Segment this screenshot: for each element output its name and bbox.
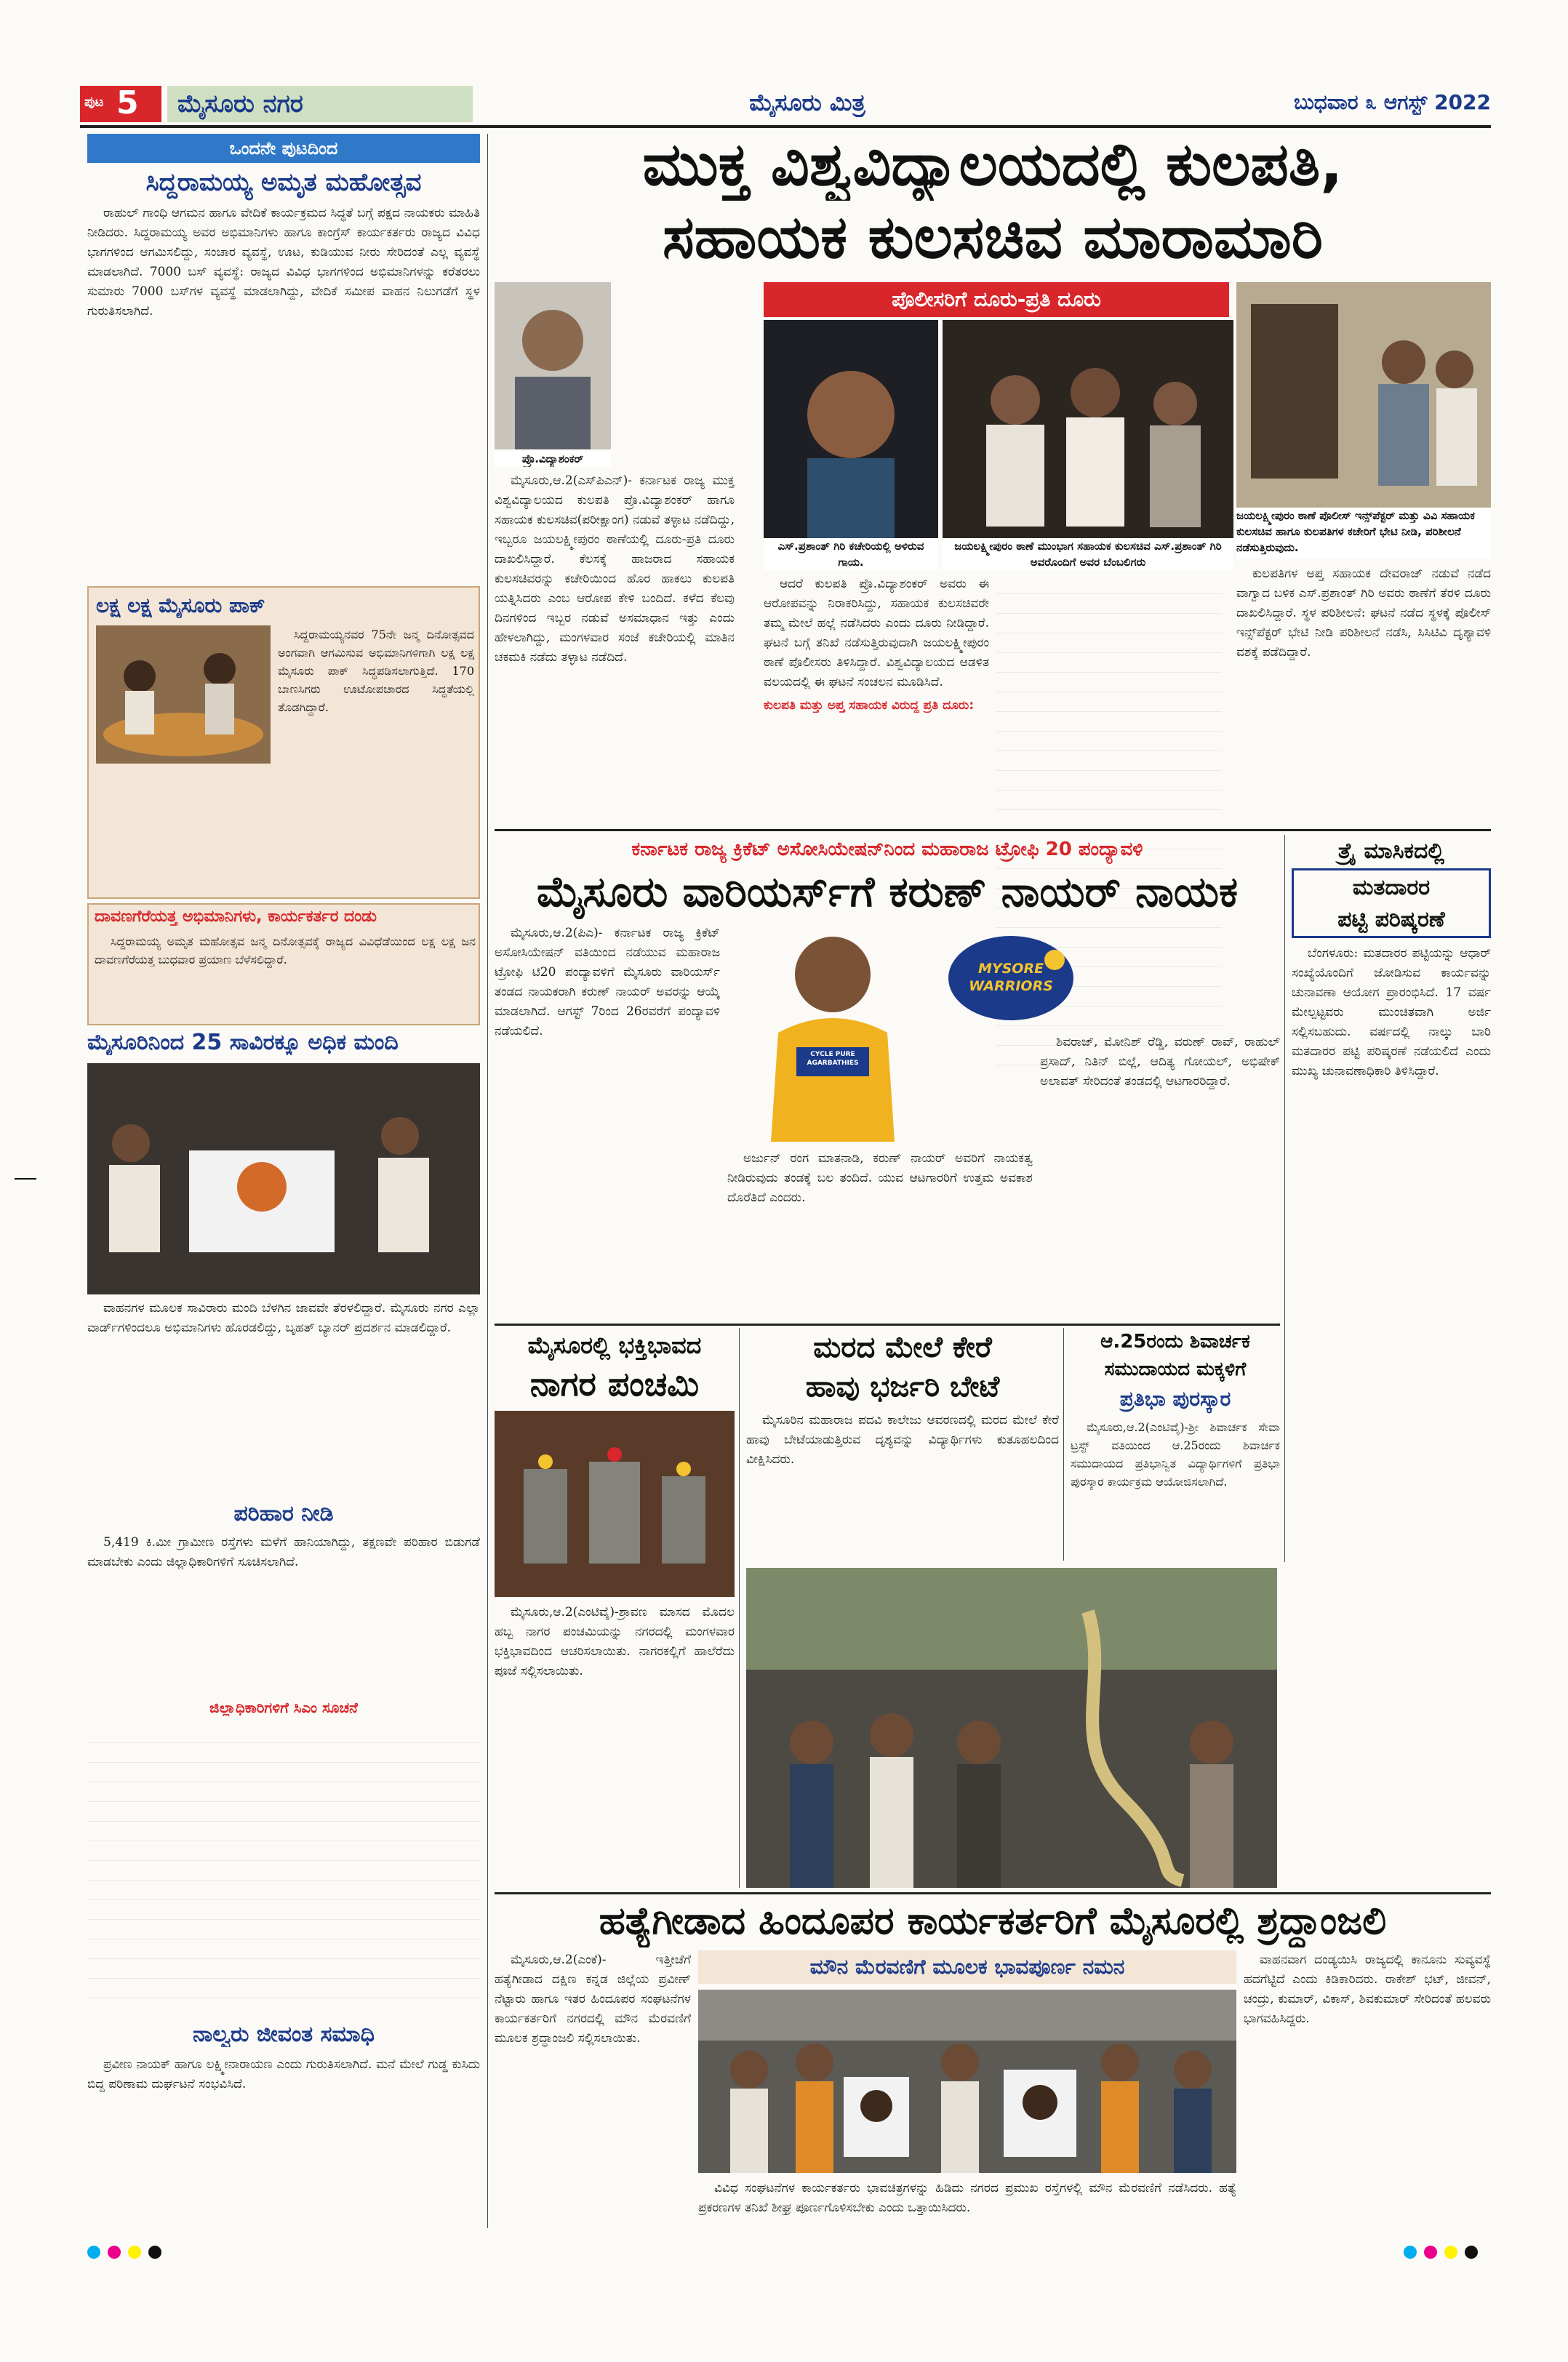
story-kicker-cm: ಜಿಲ್ಲಾಧಿಕಾರಿಗಳಿಗೆ ಸಿಎಂ ಸೂಚನೆ [209,1699,358,1716]
story-body-compensation [87,1533,480,1693]
cricket-body-c [1040,1033,1280,1316]
award-body [1071,1418,1280,1564]
story-paragraph: ಪ್ರವೀಣ ನಾಯಕ್ ಹಾಗೂ ಲಕ್ಷ್ಮೀನಾರಾಯಣ ಎಂದು ಗುರುತಿಸಲಾಗಿದೆ. ಮನೆ ಮೇಲೆ ಗುಡ್ಡ ಕುಸಿದು ಬಿದ್ದ ಪರಿಣಾಮ ದುರ್ಘಟನೆ ಸಂಭವಿಸಿದೆ. [87,2057,480,2091]
voter-title-1: ತ್ರೈ ಮಾಸಿಕದಲ್ಲಿ [1337,838,1445,864]
bottom-subhead: ಮೌನ ಮೆರವಣಿಗೆ ಮೂಲಕ ಭಾವಪೂರ್ಣ ನಮನ [698,1950,1236,1984]
registration-marks-right [1404,2246,1549,2263]
story-title-amrutha: ಸಿದ್ದರಾಮಯ್ಯ ಅಮೃತ ಮಹೋತ್ಸವ [145,168,422,197]
paper-name: ಮೈಸೂರು ಮಿತ್ರ [749,89,865,116]
column-divider [487,134,488,2228]
snake-body [746,1411,1059,1564]
jersey-sponsor: CYCLE PURE AGARBATHIES [807,1051,859,1067]
cricket-body-a [495,924,720,1316]
story-title-mysore-pak: ಲಕ್ಷ ಲಕ್ಷ ಮೈಸೂರು ಪಾಕ್ [96,593,265,617]
photo-prashanth-giri [764,320,938,538]
mysore-warriors-logo [945,931,1076,1025]
story-paragraph: ಶಿವರಾಜ್, ಮೋನಿಶ್ ರೆಡ್ಡಿ, ವರುಣ್ ರಾವ್, ರಾಹುಲ್ ಪ್ರಸಾದ್, ನಿತಿನ್ ಬಿಲ್ಲೆ, ಆದಿತ್ಯ ಗೋಯಲ್, ಅಭಿಷೇಕ್ ಅಲಾವತ್ ಸೇರಿದಂತೆ ತಂಡದಲ್ಲಿ ಆಟಗಾರರಿದ್ದಾರೆ. [1040,1035,1280,1089]
photo-supporters-station [943,320,1233,538]
story-body-mysore-pak [278,625,474,894]
photo-naga-stones [495,1411,735,1597]
logo-text: MYSORE WARRIORS [969,961,1053,994]
player-illustration [727,924,938,1142]
award-title-3: ಪ್ರತಿಭಾ ಪುರಸ್ಕಾರ [1119,1387,1231,1411]
story-paragraph: ಸಿದ್ದರಾಮಯ್ಯ ಅಮೃತ ಮಹೋತ್ಸವ ಜನ್ಮ ದಿನೋತ್ಸವಕ್ಕೆ ರಾಜ್ಯದ ವಿವಿಧೆಡೆಯಿಂದ ಲಕ್ಷ ಲಕ್ಷ ಜನ ದಾವಣಗೆರೆಯತ್ತ ಬುಧವಾರ ಪ್ರಯಾಣ ಬೆಳೆಸಲಿದ್ದಾರೆ. [95,934,476,966]
photo-cooks [96,625,271,764]
story-paragraph: ವಾಹನವಾಗ ದಂಡ್ಯಯಿಸಿ ರಾಜ್ಯದಲ್ಲಿ ಕಾನೂನು ಸುವ್ಯವಸ್ಥೆ ಹದಗೆಟ್ಟಿದೆ ಎಂದು ಕಿಡಿಕಾರಿದರು. ರಾಕೇಶ್ ಭಟ್, ಜೀವನ್, ಚಂದ್ರು, ಕುಮಾರ್, ವಿಕಾಸ್, ಶಿವಕುಮಾರ್ ಸೇರಿದಂತೆ ಹಲವರು ಭಾಗವಹಿಸಿದ್ದರು. [1244,1953,1491,2026]
bottom-top-rule [495,1892,1491,1894]
lead-subhead: ಪೊಲೀಸರಿಗೆ ದೂರು-ಪ್ರತಿ ದೂರು [764,282,1229,317]
photo-vice-chancellor [495,282,611,449]
panchami-body [495,1603,735,1886]
karun-nair-cutout [727,924,938,1142]
award-title-1: ಆ.25ರಂದು ಶಿವಾರ್ಚಕ [1100,1331,1250,1353]
panchami-title-1: ಮೈಸೂರಲ್ಲಿ ಭಕ್ತಿಭಾವದ [527,1332,702,1359]
registration-dot-black-icon [1465,2246,1478,2259]
caption-vc: ಪ್ರೊ.ವಿದ್ಯಾಶಂಕರ್ [495,451,611,467]
column-divider-mid-2 [1063,1328,1064,1561]
continued-section-head: ಒಂದನೇ ಪುಟದಿಂದ [87,134,480,163]
mid-top-rule [495,1324,1280,1326]
lead-headline-line2: ಸಹಾಯಕ ಕುಲಸಚಿವ ಮಾರಾಮಾರಿ [662,203,1323,272]
snake-title-2: ಹಾವು ಭರ್ಜರಿ ಬೇಟೆ [805,1370,1000,1404]
inspection-scene [1236,282,1491,508]
bottom-body-c [1244,1950,1491,2227]
story-title-davanagere: ದಾವಣಗೆರೆಯತ್ತ ಅಭಿಮಾನಿಗಳು, ಕಾರ್ಯಕರ್ತರ ದಂಡು [95,908,377,926]
voter-body [1292,944,1491,1555]
registration-dot-magenta-icon [1424,2246,1437,2259]
voter-title-box [1292,868,1491,938]
column-divider-mid [739,1328,740,1888]
story-paragraph: ಅರ್ಜುನ್ ರಂಗ ಮಾತನಾಡಿ, ಕರುಣ್ ನಾಯರ್ ಅವರಿಗೆ ನಾಯಕತ್ವ ನೀಡಿರುವುದು ತಂಡಕ್ಕೆ ಬಲ ತಂದಿದೆ. ಯುವ ಆಟಗಾರರಿಗೆ ಉತ್ತಮ ಅವಕಾಶ ದೊರೆತಿದೆ ಎಂದರು. [727,1151,1033,1205]
caption-station: ಜಯಲಕ್ಷ್ಮೀಪುರಂ ಠಾಣೆ ಮುಂಭಾಗ ಸಹಾಯಕ ಕುಲಸಚಿವ ಎಸ್.ಪ್ರಶಾಂತ್ ಗಿರಿ ಅವರೊಂದಿಗೆ ಅವರ ಬೆಂಬಲಿಗರು [943,538,1233,570]
story-paragraph: ಮೈಸೂರು,ಆ.2(ಎಂಟಿವೈ)-ಶ್ರೀ ಶಿವಾರ್ಚಕ ಸೇವಾ ಟ್ರಸ್ಟ್ ವತಿಯಿಂದ ಆ.25ರಂದು ಶಿವಾರ್ಚಕ ಸಮುದಾಯದ ಪ್ರತಿಭಾನ್ವಿತ ವಿದ್ಯಾರ್ಥಿಗಳಿಗೆ ಪ್ರತಿಭಾ ಪುರಸ್ಕಾರ ಕಾರ್ಯಕ್ರಮ ಆಯೋಜಿಸಲಾಗಿದೆ. [1071,1420,1280,1489]
story-paragraph: ಮೈಸೂರು,ಆ.2(ಎಸ್‌ಪಿಎನ್)- ಕರ್ನಾಟಕ ರಾಜ್ಯ ಮುಕ್ತ ವಿಶ್ವವಿದ್ಯಾಲಯದ ಕುಲಪತಿ ಪ್ರೊ.ವಿದ್ಯಾಶಂಕರ್ ಹಾಗೂ ಸಹಾಯಕ ಕುಲಸಚಿವ(ಪರೀಕ್ಷಾಂಗ) ನಡುವೆ ತಳ್ಳಾಟ ನಡೆದಿದ್ದು, ಇಬ್ಬರೂ ಜಯಲಕ್ಷ್ಮೀಪುರಂ ಠಾಣೆಯಲ್ಲಿ ದೂರು-ಪ್ರತಿ ದೂರು ದಾಖಲಿಸಿದ್ದಾರೆ. ಕೆಲಸಕ್ಕೆ ಹಾಜರಾದ ಸಹಾಯಕ ಕುಲಸಚಿವರನ್ನು ಕಚೇರಿಯಿಂದ ಹೊರ ಹಾಕಲು ಕುಲಪತಿ ಯತ್ನಿಸಿದರು ಎಂಬ ಆರೋಪ ಕೇಳಿ ಬಂದಿದೆ. ಕಳೆದ ಕೆಲವು ದಿನಗಳಿಂದ ಇಬ್ಬರ ನಡುವೆ ಅಸಮಾಧಾನ ಇತ್ತು ಎಂದು ಹೇಳಲಾಗಿದ್ದು, ಮಂಗಳವಾರ ಸಂಜೆ ಕಚೇರಿಯಲ್ಲಿ ಮಾತಿನ ಚಕಮಕಿ ನಡೆದು ತಳ್ಳಾಟ ನಡೆದಿದೆ. [495,473,735,665]
story-paragraph: ಮೈಸೂರು,ಆ.2(ಪಿಎ)- ಕರ್ನಾಟಕ ರಾಜ್ಯ ಕ್ರಿಕೆಟ್ ಅಸೋಸಿಯೇಷನ್ ವತಿಯಿಂದ ನಡೆಯುವ ಮಹಾರಾಜ ಟ್ರೋಫಿ ಟಿ20 ಪಂದ್ಯಾವಳಿಗೆ ಮೈಸೂರು ವಾರಿಯರ್ಸ್ ತಂಡದ ನಾಯಕರಾಗಿ ಕರುಣ್ ನಾಯರ್ ಅವರನ್ನು ಆಯ್ಕೆ ಮಾಡಲಾಗಿದೆ. ಆಗಸ್ಟ್ 7ರಿಂದ 26ರವರೆಗೆ ಪಂದ್ಯಾವಳಿ ನಡೆಯಲಿದೆ. [495,926,720,1038]
bottom-body-b [698,2179,1236,2230]
story-title-buried: ನಾಲ್ವರು ಜೀವಂತ ಸಮಾಧಿ [192,2022,375,2047]
snake-crowd-illustration [746,1568,1277,1888]
cricket-kicker: ಕರ್ನಾಟಕ ರಾಜ್ಯ ಕ್ರಿಕೆಟ್ ಅಸೋಸಿಯೇಷನ್‌ನಿಂದ ಮಹಾರಾಜ ಟ್ರೋಫಿ 20 ಪಂದ್ಯಾವಳಿ [631,838,1143,860]
vc-portrait [495,282,611,449]
panchami-title-2: ನಾಗರ ಪಂಚಮಿ [529,1364,700,1404]
tribute-crowd-illustration [698,1990,1236,2173]
masthead [80,86,1491,122]
lead-kicker-counter-complaint: ಕುಲಪತಿ ಮತ್ತು ಅಪ್ತ ಸಹಾಯಕ ವಿರುದ್ಧ ಪ್ರತಿ ದೂರು: [764,698,975,713]
page-number: 5 [116,84,139,121]
column-divider-right [1284,835,1285,1562]
caption-injury: ಎಸ್.ಪ್ರಶಾಂತ್ ಗಿರಿ ಕಚೇರಿಯಲ್ಲಿ ಅಳಿರುವ ಗಾಯ. [764,538,938,570]
story-paragraph: ಆದರೆ ಕುಲಪತಿ ಪ್ರೊ.ವಿದ್ಯಾಶಂಕರ್ ಅವರು ಈ ಆರೋಪವನ್ನು ನಿರಾಕರಿಸಿದ್ದು, ಸಹಾಯಕ ಕುಲಸಚಿವರೇ ತಮ್ಮ ಮೇಲೆ ಹಲ್ಲೆ ನಡೆಸಿದರು ಎಂದು ದೂರು ನೀಡಿದ್ದಾರೆ. ಘಟನೆ ಬಗ್ಗೆ ತನಿಖೆ ನಡೆಸುತ್ತಿರುವುದಾಗಿ ಜಯಲಕ್ಷ್ಮೀಪುರಂ ಠಾಣೆ ಪೊಲೀಸರು ತಿಳಿಸಿದ್ದಾರೆ. ವಿಶ್ವವಿದ್ಯಾಲಯದ ಆಡಳಿತ ವಲಯದಲ್ಲಿ ಈ ಘಟನೆ ಸಂಚಲನ ಮೂಡಿಸಿದೆ. [764,577,989,689]
station-crowd [943,320,1233,538]
story-paragraph: ವಾಹನಗಳ ಮೂಲಕ ಸಾವಿರಾರು ಮಂದಿ ಬೆಳಗಿನ ಜಾವವೇ ತೆರಳಲಿದ್ದಾರೆ. ಮೈಸೂರು ನಗರ ಎಲ್ಲಾ ವಾರ್ಡ್‌ಗಳಿಂದಲೂ ಅಭಿಮಾನಿಗಳು ಹೊರಡಲಿದ್ದು, ಬೃಹತ್ ಬ್ಯಾನರ್ ಪ್ರದರ್ಶನ ಮಾಡಲಿದ್ದಾರೆ. [87,1301,480,1335]
voter-title-3: ಪಟ್ಟಿ ಪರಿಷ್ಕರಣೆ [1337,907,1445,932]
registration-dot-yellow-icon [1444,2246,1457,2259]
page-label: ಪುಟ [84,95,104,110]
story-title-compensation: ಪರಿಹಾರ ನೀಡಿ [233,1501,334,1526]
cricket-body-b [727,1149,1033,1316]
registration-dot-black-icon [148,2246,161,2259]
story-paragraph: ಮೈಸೂರು,ಆ.2(ಎಂಟಿವೈ)-ಶ್ರಾವಣ ಮಾಸದ ಮೊದಲ ಹಬ್ಬ ನಾಗರ ಪಂಚಮಿಯನ್ನು ನಗರದಲ್ಲಿ ಮಂಗಳವಾರ ಭಕ್ತಿಭಾವದಿಂದ ಆಚರಿಸಲಾಯಿತು. ನಾಗರಕಲ್ಲಿಗೆ ಹಾಲೆರೆದು ಪೂಜೆ ಸಲ್ಲಿಸಲಾಯಿತು. [495,1605,735,1678]
lead-bottom-rule [495,829,1491,831]
registration-dot-yellow-icon [128,2246,141,2259]
bottom-headline: ಹತ್ಯೆಗೀಡಾದ ಹಿಂದೂಪರ ಕಾರ್ಯಕರ್ತರಿಗೆ ಮೈಸೂರಲ್ಲಿ ಶ್ರದ್ಧಾಂಜಲಿ [599,1899,1387,1943]
story-body-compensation-2 [87,1724,480,2014]
caption-inspection: ಜಯಲಕ್ಷ್ಮೀಪುರಂ ಠಾಣೆ ಪೊಲೀಸ್ ಇನ್ಸ್‌ಪೆಕ್ಟರ್ ಮತ್ತು ವಿವಿ ಸಹಾಯಕ ಕುಲಸಚಿವ ಹಾಗೂ ಕುಲಪತಿಗಳ ಕಚೇರಿಗೆ ಭೇಟಿ ನೀಡಿ, ಪರಿಶೀಲನೆ ನಡೆಸುತ್ತಿರುವುದು. [1236,508,1491,559]
photo-snake [746,1568,1277,1888]
story-paragraph: ಬೆಂಗಳೂರು: ಮತದಾರರ ಪಟ್ಟಿಯನ್ನು ಆಧಾರ್ ಸಂಖ್ಯೆಯೊಂದಿಗೆ ಜೋಡಿಸುವ ಕಾರ್ಯವನ್ನು ಚುನಾವಣಾ ಆಯೋಗ ಪ್ರಾರಂಭಿಸಿದೆ. 17 ವರ್ಷ ಮೇಲ್ಪಟ್ಟವರು ಮುಂಚಿತವಾಗಿ ಅರ್ಜಿ ಸಲ್ಲಿಸಬಹುದು. ವರ್ಷದಲ್ಲಿ ನಾಲ್ಕು ಬಾರಿ ಮತದಾರರ ಪಟ್ಟಿ ಪರಿಷ್ಕರಣೆ ನಡೆಯಲಿದೆ ಎಂದು ಮುಖ್ಯ ಚುನಾವಣಾಧಿಕಾರಿ ತಿಳಿಸಿದ್ದಾರೆ. [1292,946,1491,1078]
story-body-amrutha [87,204,480,582]
registration-dot-cyan-icon [87,2246,100,2259]
lead-headline-line1: ಮುಕ್ತ ವಿಶ್ವವಿದ್ಯಾಲಯದಲ್ಲಿ ಕುಲಪತಿ, [642,130,1343,199]
issue-date: ಬುಧವಾರ ೩ ಆಗಸ್ಟ್ 2022 [1293,90,1491,114]
masthead-rule [80,125,1491,128]
photo-tribute [698,1990,1236,2173]
story-paragraph: ರಾಹುಲ್ ಗಾಂಧಿ ಆಗಮನ ಹಾಗೂ ವೇದಿಕೆ ಕಾರ್ಯಕ್ರಮದ ಸಿದ್ಧತೆ ಬಗ್ಗೆ ಪಕ್ಷದ ನಾಯಕರು ಮಾಹಿತಿ ನೀಡಿದರು. ಸಿದ್ದರಾಮಯ್ಯ ಅವರ ಅಭಿಮಾನಿಗಳು ಹಾಗೂ ಕಾಂಗ್ರೆಸ್ ಕಾರ್ಯಕರ್ತರು ರಾಜ್ಯದ ವಿವಿಧ ಭಾಗಗಳಿಂದ ಆಗಮಿಸಲಿದ್ದು, ಸಂಚಾರ ವ್ಯವಸ್ಥೆ, ಊಟ, ಕುಡಿಯುವ ನೀರು ಸೇರಿದಂತೆ ಎಲ್ಲ ವ್ಯವಸ್ಥೆ ಮಾಡಲಾಗಿದೆ. 7000 ಬಸ್ ವ್ಯವಸ್ಥೆ: ರಾಜ್ಯದ ವಿವಿಧ ಭಾಗಗಳಿಂದ ಅಭಿಮಾನಿಗಳನ್ನು ಕರೆತರಲು ಸುಮಾರು 7000 ಬಸ್‌ಗಳ ವ್ಯವಸ್ಥೆ ಮಾಡಲಾಗಿದ್ದು, ವೇದಿಕೆ ಸಮೀಪ ವಾಹನ ನಿಲುಗಡೆಗೆ ಸ್ಥಳ ಗುರುತಿಸಲಾಗಿದೆ. [87,206,480,319]
registration-marks-left [87,2246,233,2263]
story-body-davanagere [95,932,476,1022]
cricket-headline: ಮೈಸೂರು ವಾರಿಯರ್ಸ್‌ಗೆ ಕರುಣ್ ನಾಯರ್ ನಾಯಕ [536,867,1239,916]
registration-dot-cyan-icon [1404,2246,1417,2259]
story-paragraph: ವಿವಿಧ ಸಂಘಟನೆಗಳ ಕಾರ್ಯಕರ್ತರು ಭಾವಚಿತ್ರಗಳನ್ನು ಹಿಡಿದು ನಗರದ ಪ್ರಮುಖ ರಸ್ತೆಗಳಲ್ಲಿ ಮೌನ ಮೆರವಣಿಗೆ ನಡೆಸಿದರು. ಹತ್ಯೆ ಪ್ರಕರಣಗಳ ತನಿಖೆ ಶೀಘ್ರ ಪೂರ್ಣಗೊಳಿಸಬೇಕು ಎಂದು ಒತ್ತಾಯಿಸಿದರು. [698,2181,1236,2215]
crop-mark [15,1178,36,1180]
story-paragraph: ಮೈಸೂರು,ಆ.2(ಎಂಕೆ)- ಇತ್ತೀಚೆಗೆ ಹತ್ಯೆಗೀಡಾದ ದಕ್ಷಿಣ ಕನ್ನಡ ಜಿಲ್ಲೆಯ ಪ್ರವೀಣ್ ನೆಟ್ಟಾರು ಹಾಗೂ ಇತರ ಹಿಂದೂಪರ ಸಂಘಟನೆಗಳ ಕಾರ್ಯಕರ್ತರಿಗೆ ನಗರದಲ್ಲಿ ಮೌನ ಮೆರವಣಿಗೆ ಮೂಲಕ ಶ್ರದ್ಧಾಂಜಲಿ ಸಲ್ಲಿಸಲಾಯಿತು. [495,1953,691,2046]
photo-inspection [1236,282,1491,508]
story-title-25000: ಮೈಸೂರಿನಿಂದ 25 ಸಾವಿರಕ್ಕೂ ಅಧಿಕ ಮಂದಿ [87,1030,399,1055]
cooks-illustration [96,625,271,764]
story-paragraph: ಸಿದ್ದರಾಮಯ್ಯನವರ 75ನೇ ಜನ್ಮ ದಿನೋತ್ಸವದ ಅಂಗವಾಗಿ ಆಗಮಿಸುವ ಅಭಿಮಾನಿಗಳಿಗಾಗಿ ಲಕ್ಷ ಲಕ್ಷ ಮೈಸೂರು ಪಾಕ್ ಸಿದ್ಧಪಡಿಸಲಾಗುತ್ತಿದೆ. 170 ಬಾಣಸಿಗರು ಊಟೋಪಚಾರದ ಸಿದ್ಧತೆಯಲ್ಲಿ ತೊಡಗಿದ್ದಾರೆ. [278,628,474,714]
story-paragraph: 5,419 ಕಿ.ಮೀ ಗ್ರಾಮೀಣ ರಸ್ತೆಗಳು ಮಳೆಗೆ ಹಾನಿಯಾಗಿದ್ದು, ತಕ್ಷಣವೇ ಪರಿಹಾರ ಬಿಡುಗಡೆ ಮಾಡಬೇಕು ಎಂದು ಜಿಲ್ಲಾಧಿಕಾರಿಗಳಿಗೆ ಸೂಚಿಸಲಾಗಿದೆ. [87,1535,480,1569]
award-title-2: ಸಮುದಾಯದ ಮಕ್ಕಳಿಗೆ [1104,1358,1247,1380]
davanagere-box [87,903,480,1025]
prashanth-portrait [764,320,938,538]
section-title: ಮೈಸೂರು ನಗರ [167,86,473,122]
supporters-illustration [87,1063,480,1294]
story-body-25000 [87,1299,480,1495]
snake-title-1: ಮರದ ಮೇಲೆ ಕೇರೆ [813,1331,992,1364]
story-paragraph: ಮೈಸೂರಿನ ಮಹಾರಾಜ ಪದವಿ ಕಾಲೇಜು ಆವರಣದಲ್ಲಿ ಮರದ ಮೇಲೆ ಕೇರೆ ಹಾವು ಬೇಟೆಯಾಡುತ್ತಿರುವ ದೃಶ್ಯವನ್ನು ವಿದ್ಯಾರ್ಥಿಗಳು ಕುತೂಹಲದಿಂದ ವೀಕ್ಷಿಸಿದರು. [746,1413,1059,1467]
story-paragraph: ಕುಲಪತಿಗಳ ಅಪ್ತ ಸಹಾಯಕ ದೇವರಾಜ್ ನಡುವೆ ನಡೆದ ವಾಗ್ವಾದ ಬಳಿಕ ಎಸ್.ಪ್ರಶಾಂತ್ ಗಿರಿ ಅವರು ಠಾಣೆಗೆ ತೆರಳಿ ದೂರು ದಾಖಲಿಸಿದ್ದಾರೆ. ಸ್ಥಳ ಪರಿಶೀಲನೆ: ಘಟನೆ ನಡೆದ ಸ್ಥಳಕ್ಕೆ ಪೊಲೀಸ್ ಇನ್ಸ್‌ಪೆಕ್ಟರ್ ಭೇಟಿ ನೀಡಿ ಪರಿಶೀಲನೆ ನಡೆಸಿ, ಸಿಸಿಟಿವಿ ದೃಶ್ಯಾವಳಿ ವಶಕ್ಕೆ ಪಡೆದಿದ್ದಾರೆ. [1236,567,1491,660]
story-body-buried [87,2055,480,2224]
page-number-badge [80,86,161,122]
mysore-pak-box [87,586,480,899]
naga-stones-illustration [495,1411,735,1597]
registration-dot-magenta-icon [108,2246,121,2259]
bottom-body-a [495,1950,691,2227]
voter-title-2: ಮತದಾರರ [1352,875,1431,900]
photo-supporters [87,1063,480,1294]
